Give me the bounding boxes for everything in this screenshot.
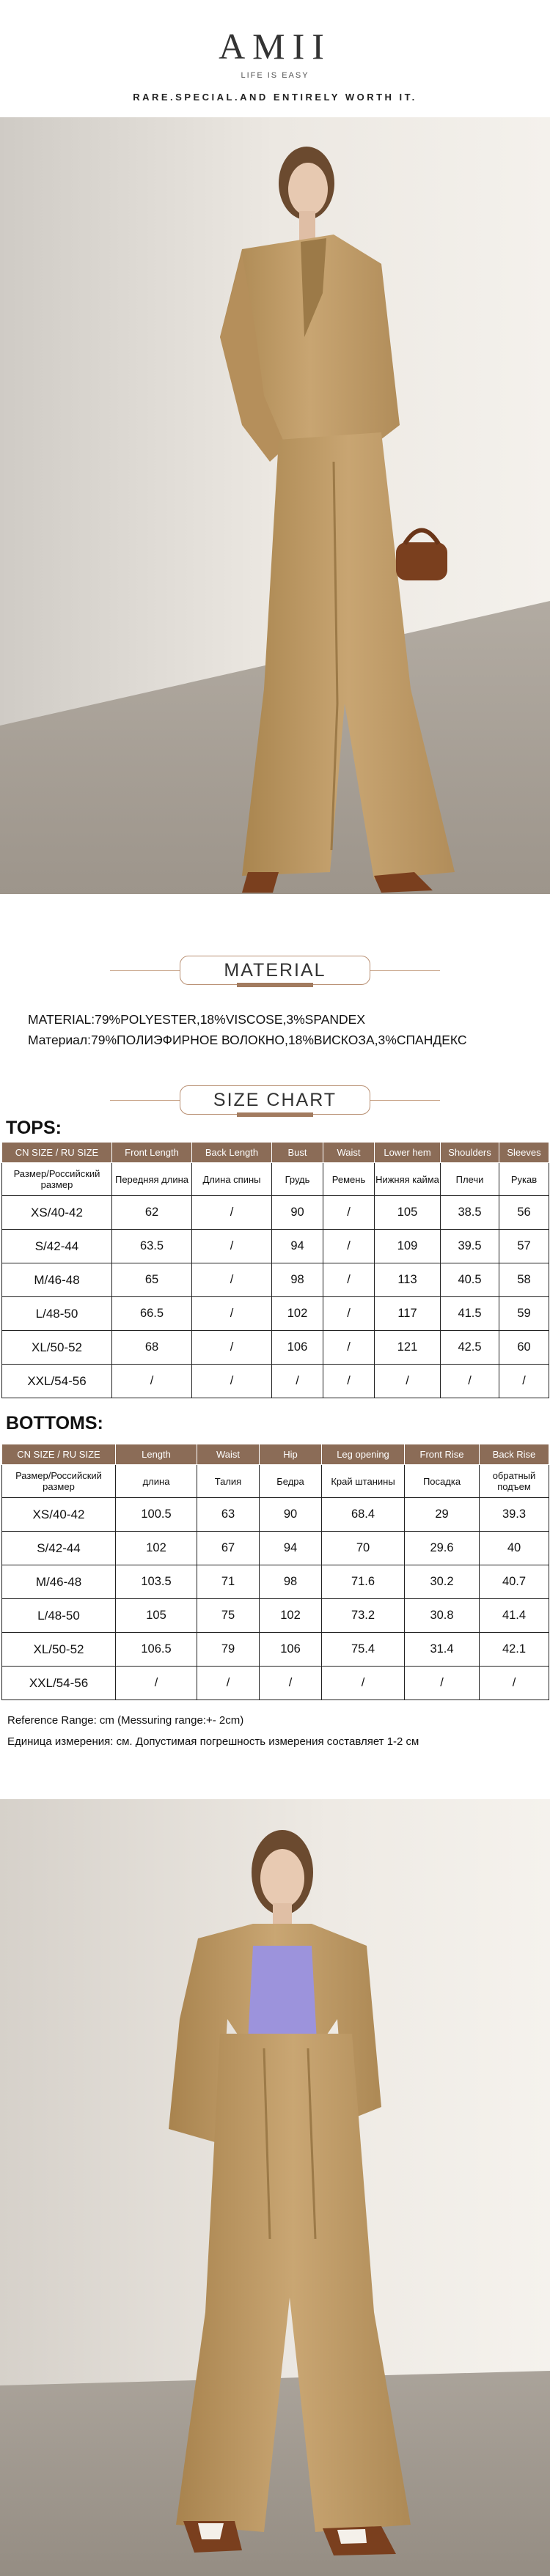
column-header: Bust bbox=[272, 1143, 323, 1163]
table-cell: 98 bbox=[272, 1263, 323, 1297]
table-cell: XL/50-52 bbox=[2, 1331, 112, 1365]
column-header: Front Length bbox=[112, 1143, 192, 1163]
table-cell: XL/50-52 bbox=[2, 1633, 116, 1667]
table-cell: 39.5 bbox=[441, 1230, 499, 1263]
heading-accent-bar bbox=[237, 983, 313, 987]
table-cell: 68.4 bbox=[322, 1498, 405, 1532]
table-cell: L/48-50 bbox=[2, 1599, 116, 1633]
ru-column-header: Размер/Российский размер bbox=[2, 1163, 112, 1196]
table-cell: 60 bbox=[499, 1331, 549, 1365]
table-cell: / bbox=[323, 1196, 375, 1230]
table-cell: / bbox=[441, 1365, 499, 1398]
column-header: Sleeves bbox=[499, 1143, 549, 1163]
table-row bbox=[2, 1498, 549, 1532]
table-cell: 63 bbox=[197, 1498, 260, 1532]
table-cell: 30.8 bbox=[405, 1599, 480, 1633]
column-header: Waist bbox=[323, 1143, 375, 1163]
table-cell: / bbox=[323, 1263, 375, 1297]
table-row bbox=[2, 1633, 549, 1667]
table-row bbox=[2, 1599, 549, 1633]
table-cell: / bbox=[323, 1365, 375, 1398]
table-cell: / bbox=[322, 1667, 405, 1700]
size-chart-heading bbox=[0, 1082, 550, 1119]
table-cell: 66.5 bbox=[112, 1297, 192, 1331]
table-cell: 106 bbox=[260, 1633, 322, 1667]
table-cell: 98 bbox=[260, 1565, 322, 1599]
tops-header-row bbox=[2, 1143, 549, 1163]
bottoms-size-table bbox=[1, 1444, 549, 1700]
table-cell: 90 bbox=[260, 1498, 322, 1532]
ru-column-header: длина bbox=[116, 1465, 197, 1498]
table-cell: 29 bbox=[405, 1498, 480, 1532]
tops-size-table bbox=[1, 1142, 549, 1398]
table-cell: 62 bbox=[112, 1196, 192, 1230]
brand-slogan: RARE.SPECIAL.AND ENTIRELY WORTH IT. bbox=[133, 92, 417, 103]
table-cell: / bbox=[480, 1667, 549, 1700]
bottoms-ru-header-row bbox=[2, 1465, 549, 1498]
table-row bbox=[2, 1297, 549, 1331]
table-cell: 106.5 bbox=[116, 1633, 197, 1667]
table-cell: 71 bbox=[197, 1565, 260, 1599]
heading-rule-right bbox=[370, 970, 440, 971]
heading-rule-left bbox=[110, 1100, 180, 1101]
table-cell: 103.5 bbox=[116, 1565, 197, 1599]
table-cell: 39.3 bbox=[480, 1498, 549, 1532]
table-cell: 41.5 bbox=[441, 1297, 499, 1331]
table-row bbox=[2, 1532, 549, 1565]
table-cell: 100.5 bbox=[116, 1498, 197, 1532]
table-cell: 65 bbox=[112, 1263, 192, 1297]
table-cell: L/48-50 bbox=[2, 1297, 112, 1331]
table-cell: 102 bbox=[260, 1599, 322, 1633]
ru-column-header: Край штанины bbox=[322, 1465, 405, 1498]
material-heading-label: MATERIAL bbox=[180, 956, 370, 985]
bottoms-header-row bbox=[2, 1444, 549, 1465]
ru-column-header: Длина спины bbox=[192, 1163, 272, 1196]
column-header: CN SIZE / RU SIZE bbox=[2, 1444, 116, 1465]
table-cell: 42.1 bbox=[480, 1633, 549, 1667]
material-composition-ru: Материал:79%ПОЛИЭФИРНОЕ ВОЛОКНО,18%ВИСКОЗА,3%СПАНДЕКС bbox=[28, 1033, 467, 1047]
table-cell: 41.4 bbox=[480, 1599, 549, 1633]
column-header: CN SIZE / RU SIZE bbox=[2, 1143, 112, 1163]
column-header: Shoulders bbox=[441, 1143, 499, 1163]
table-cell: / bbox=[272, 1365, 323, 1398]
ru-column-header: Рукав bbox=[499, 1163, 549, 1196]
column-header: Hip bbox=[260, 1444, 322, 1465]
table-cell: 113 bbox=[375, 1263, 441, 1297]
table-cell: 117 bbox=[375, 1297, 441, 1331]
material-heading bbox=[0, 953, 550, 989]
table-cell: S/42-44 bbox=[2, 1532, 116, 1565]
table-cell: / bbox=[499, 1365, 549, 1398]
table-row bbox=[2, 1331, 549, 1365]
table-cell: 58 bbox=[499, 1263, 549, 1297]
table-cell: 57 bbox=[499, 1230, 549, 1263]
table-cell: M/46-48 bbox=[2, 1263, 112, 1297]
brand-logo: AMII bbox=[219, 26, 331, 67]
table-cell: 40.5 bbox=[441, 1263, 499, 1297]
column-header: Waist bbox=[197, 1444, 260, 1465]
material-composition-en: MATERIAL:79%POLYESTER,18%VISCOSE,3%SPANDEX bbox=[28, 1012, 366, 1027]
ru-column-header: Размер/Российский размер bbox=[2, 1465, 116, 1498]
table-cell: S/42-44 bbox=[2, 1230, 112, 1263]
table-cell: 109 bbox=[375, 1230, 441, 1263]
ru-column-header: Грудь bbox=[272, 1163, 323, 1196]
table-row bbox=[2, 1263, 549, 1297]
table-cell: / bbox=[192, 1331, 272, 1365]
column-header: Length bbox=[116, 1444, 197, 1465]
ru-column-header: Передняя длина bbox=[112, 1163, 192, 1196]
table-cell: / bbox=[116, 1667, 197, 1700]
tops-label: TOPS: bbox=[6, 1118, 62, 1138]
heading-accent-bar bbox=[237, 1112, 313, 1117]
table-cell: XXL/54-56 bbox=[2, 1667, 116, 1700]
table-cell: 68 bbox=[112, 1331, 192, 1365]
table-row bbox=[2, 1667, 549, 1700]
table-cell: XXL/54-56 bbox=[2, 1365, 112, 1398]
heading-rule-right bbox=[370, 1100, 440, 1101]
measurement-note-en: Reference Range: cm (Messuring range:+- 2cm) bbox=[7, 1714, 244, 1727]
table-cell: 73.2 bbox=[322, 1599, 405, 1633]
table-cell: / bbox=[192, 1230, 272, 1263]
measurement-note-ru: Единица измерения: см. Допустимая погрешность измерения составляет 1-2 см bbox=[7, 1735, 419, 1748]
table-cell: 102 bbox=[272, 1297, 323, 1331]
table-cell: / bbox=[323, 1331, 375, 1365]
table-cell: 106 bbox=[272, 1331, 323, 1365]
table-cell: 102 bbox=[116, 1532, 197, 1565]
table-cell: 59 bbox=[499, 1297, 549, 1331]
table-cell: / bbox=[192, 1263, 272, 1297]
table-row bbox=[2, 1196, 549, 1230]
heading-rule-left bbox=[110, 970, 180, 971]
column-header: Front Rise bbox=[405, 1444, 480, 1465]
table-cell: 121 bbox=[375, 1331, 441, 1365]
ru-column-header: Посадка bbox=[405, 1465, 480, 1498]
table-cell: 63.5 bbox=[112, 1230, 192, 1263]
table-cell: / bbox=[405, 1667, 480, 1700]
table-cell: 94 bbox=[260, 1532, 322, 1565]
table-cell: / bbox=[375, 1365, 441, 1398]
column-header: Leg opening bbox=[322, 1444, 405, 1465]
table-cell: / bbox=[323, 1297, 375, 1331]
table-cell: 56 bbox=[499, 1196, 549, 1230]
table-cell: 70 bbox=[322, 1532, 405, 1565]
table-cell: / bbox=[112, 1365, 192, 1398]
column-header: Back Length bbox=[192, 1143, 272, 1163]
bottoms-label: BOTTOMS: bbox=[6, 1413, 103, 1433]
brand-header bbox=[0, 0, 550, 117]
table-cell: 29.6 bbox=[405, 1532, 480, 1565]
table-cell: 105 bbox=[116, 1599, 197, 1633]
table-cell: 75 bbox=[197, 1599, 260, 1633]
table-cell: 40 bbox=[480, 1532, 549, 1565]
table-cell: / bbox=[260, 1667, 322, 1700]
table-cell: / bbox=[192, 1365, 272, 1398]
table-row bbox=[2, 1230, 549, 1263]
table-cell: 40.7 bbox=[480, 1565, 549, 1599]
size-chart-heading-label: SIZE CHART bbox=[180, 1085, 370, 1115]
table-cell: / bbox=[192, 1297, 272, 1331]
table-cell: / bbox=[192, 1196, 272, 1230]
ru-column-header: Плечи bbox=[441, 1163, 499, 1196]
table-cell: 105 bbox=[375, 1196, 441, 1230]
table-cell: M/46-48 bbox=[2, 1565, 116, 1599]
table-cell: 79 bbox=[197, 1633, 260, 1667]
table-cell: / bbox=[197, 1667, 260, 1700]
ru-column-header: Бедра bbox=[260, 1465, 322, 1498]
table-cell: 71.6 bbox=[322, 1565, 405, 1599]
product-photo-front bbox=[0, 1799, 550, 2576]
tops-ru-header-row bbox=[2, 1163, 549, 1196]
ru-column-header: Нижняя кайма bbox=[375, 1163, 441, 1196]
table-row bbox=[2, 1565, 549, 1599]
brand-tagline: LIFE IS EASY bbox=[241, 71, 309, 80]
table-cell: XS/40-42 bbox=[2, 1196, 112, 1230]
ru-column-header: Ремень bbox=[323, 1163, 375, 1196]
product-photo-side bbox=[0, 117, 550, 894]
column-header: Back Rise bbox=[480, 1444, 549, 1465]
table-row bbox=[2, 1365, 549, 1398]
table-cell: 75.4 bbox=[322, 1633, 405, 1667]
table-cell: 90 bbox=[272, 1196, 323, 1230]
table-cell: 31.4 bbox=[405, 1633, 480, 1667]
table-cell: XS/40-42 bbox=[2, 1498, 116, 1532]
ru-column-header: Талия bbox=[197, 1465, 260, 1498]
column-header: Lower hem bbox=[375, 1143, 441, 1163]
table-cell: 42.5 bbox=[441, 1331, 499, 1365]
ru-column-header: обратный подъем bbox=[480, 1465, 549, 1498]
table-cell: 30.2 bbox=[405, 1565, 480, 1599]
table-cell: 94 bbox=[272, 1230, 323, 1263]
table-cell: 67 bbox=[197, 1532, 260, 1565]
table-cell: / bbox=[323, 1230, 375, 1263]
table-cell: 38.5 bbox=[441, 1196, 499, 1230]
